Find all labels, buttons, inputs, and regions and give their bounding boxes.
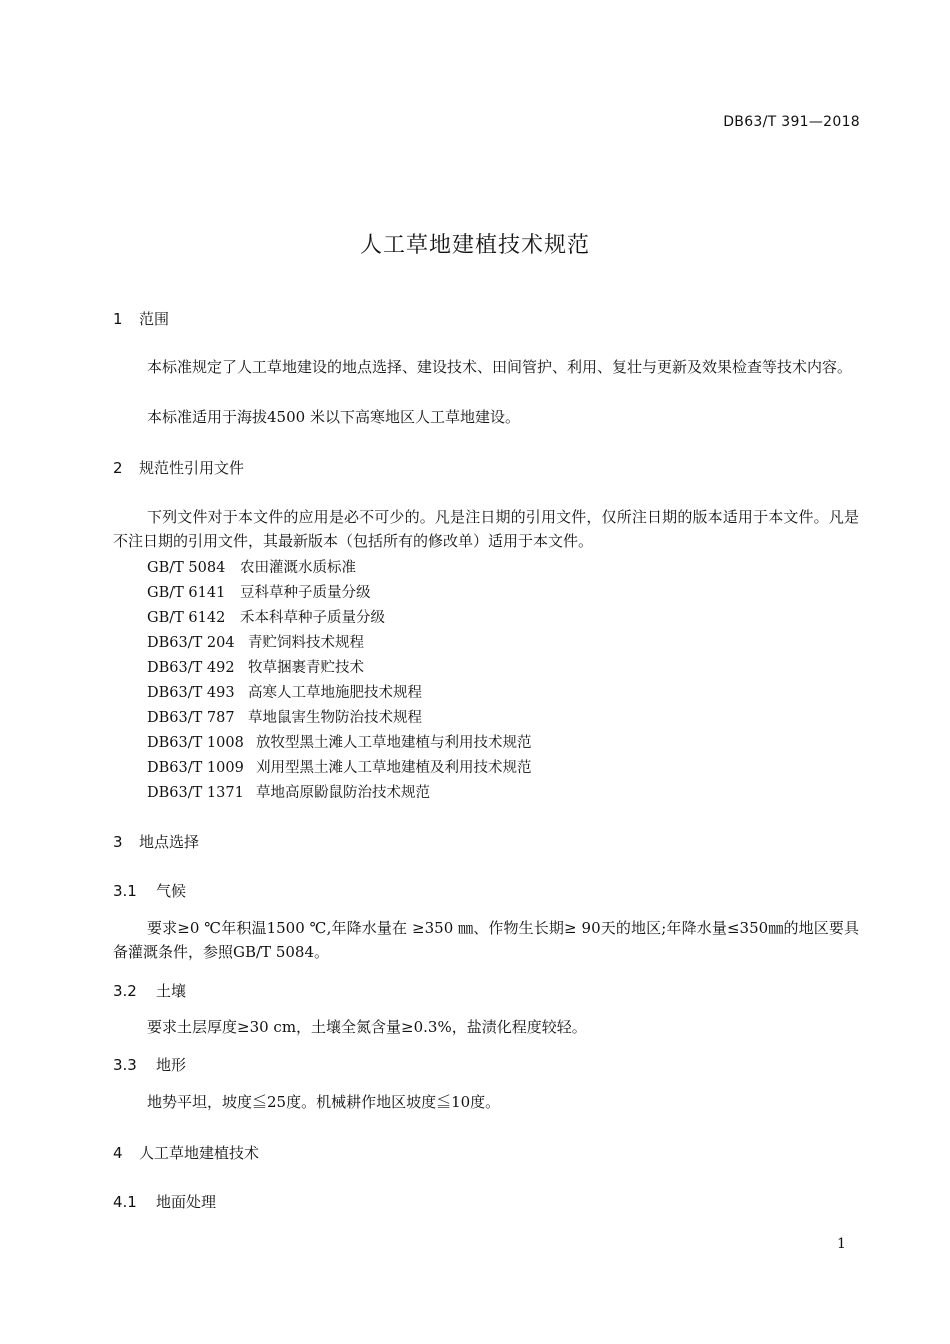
reference-title: 草地鼠害生物防治技术规程 [248, 710, 422, 726]
reference-item [147, 556, 356, 577]
reference-item [147, 781, 430, 802]
reference-code: DB63/T 1008 [147, 735, 244, 751]
page-number: 1 [837, 1236, 846, 1252]
reference-item [147, 706, 422, 727]
reference-code: DB63/T 787 [147, 710, 235, 726]
reference-code: GB/T 6142 [147, 610, 226, 626]
reference-code: DB63/T 1009 [147, 760, 244, 776]
section-title: 地形 [156, 1056, 187, 1074]
section-2-heading [113, 457, 244, 478]
section-number: 3.2 [113, 982, 137, 1000]
references-intro: 下列文件对于本文件的应用是必不可少的。凡是注日期的引用文件，仅所注日期的版本适用于本文件。凡是不注日期的引用文件，其最新版本（包括所有的修改单）适用于本文件。 [113, 508, 859, 550]
reference-title: 高寒人工草地施肥技术规程 [248, 685, 422, 701]
subsection-3-2-heading [113, 980, 186, 1001]
section-1-heading [113, 308, 169, 329]
reference-item [147, 756, 532, 777]
reference-title: 牧草捆裹青贮技术 [248, 660, 364, 676]
reference-item [147, 631, 364, 652]
reference-item [147, 581, 371, 602]
reference-title: 青贮饲料技术规程 [248, 635, 364, 651]
section-title: 地点选择 [139, 833, 200, 851]
section-number: 3 [113, 833, 123, 851]
subsection-3-3-heading [113, 1054, 186, 1075]
reference-code: GB/T 6141 [147, 585, 226, 601]
section-number: 4 [113, 1144, 123, 1162]
section-title: 规范性引用文件 [139, 459, 245, 477]
subsection-3-1-heading [113, 880, 186, 901]
section-title: 人工草地建植技术 [139, 1144, 260, 1162]
climate-paragraph: 要求≥0 ℃年积温1500 ℃,年降水量在 ≥350 ㎜、作物生长期≥ 90天的地区;年降水量≤350㎜的地区要具备灌溉条件，参照GB/T 5084。 [113, 919, 859, 961]
reference-item [147, 656, 364, 677]
reference-title: 草地高原鼢鼠防治技术规范 [256, 785, 430, 801]
reference-title: 农田灌溉水质标准 [240, 560, 356, 576]
terrain-paragraph: 地势平坦，坡度≦25度。机械耕作地区坡度≦10度。 [147, 1093, 501, 1111]
reference-code: DB63/T 493 [147, 685, 235, 701]
section-number: 3.1 [113, 882, 137, 900]
reference-item [147, 606, 385, 627]
reference-title: 刈用型黑土滩人工草地建植及利用技术规范 [256, 760, 532, 776]
section-4-heading [113, 1142, 259, 1163]
reference-title: 豆科草种子质量分级 [240, 585, 371, 601]
section-title: 范围 [139, 310, 170, 328]
document-title: 人工草地建植技术规范 [359, 233, 590, 258]
reference-item [147, 731, 532, 752]
soil-paragraph: 要求土层厚度≥30 cm，土壤全氮含量≥0.3%，盐渍化程度较轻。 [147, 1018, 587, 1036]
scope-paragraph-1: 本标准规定了人工草地建设的地点选择、建设技术、田间管护、利用、复壮与更新及效果检查等技术内容。 [147, 358, 853, 376]
section-number: 3.3 [113, 1056, 137, 1074]
section-title: 地面处理 [156, 1193, 217, 1211]
section-title: 气候 [156, 882, 187, 900]
reference-code: DB63/T 1371 [147, 785, 244, 801]
subsection-4-1-heading [113, 1191, 216, 1212]
section-3-heading [113, 831, 199, 852]
reference-code: DB63/T 204 [147, 635, 235, 651]
reference-title: 禾本科草种子质量分级 [240, 610, 385, 626]
section-number: 2 [113, 459, 123, 477]
section-title: 土壤 [156, 982, 187, 1000]
section-number: 4.1 [113, 1193, 137, 1211]
reference-code: DB63/T 492 [147, 660, 235, 676]
reference-code: GB/T 5084 [147, 560, 226, 576]
reference-item [147, 681, 422, 702]
reference-title: 放牧型黑土滩人工草地建植与利用技术规范 [256, 735, 532, 751]
scope-paragraph-2: 本标准适用于海拔4500 米以下高寒地区人工草地建设。 [147, 408, 520, 426]
section-number: 1 [113, 310, 123, 328]
standard-code: DB63/T 391—2018 [723, 114, 860, 130]
